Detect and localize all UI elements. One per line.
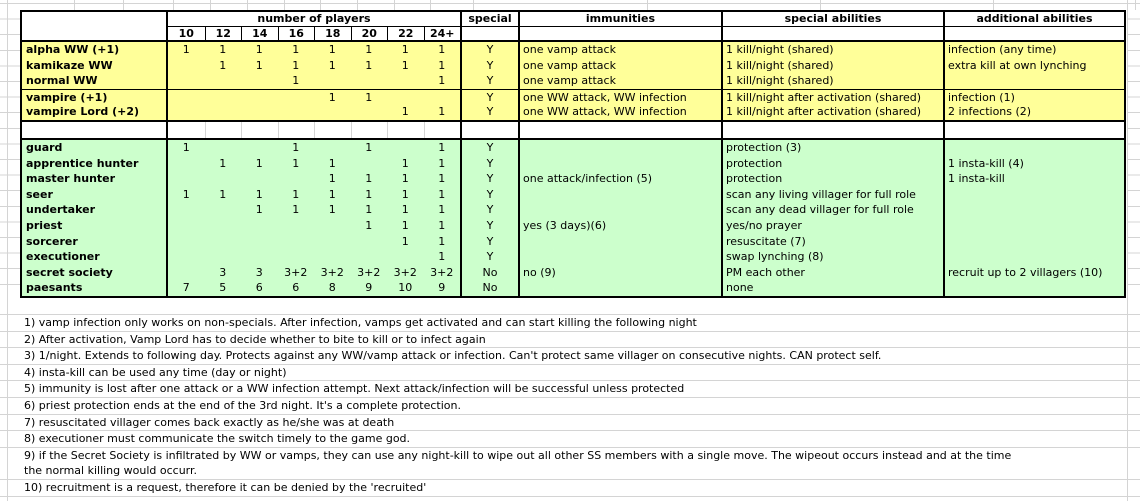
- player-count-cell[interactable]: [205, 202, 242, 218]
- grid-margin-right: [1127, 3, 1140, 299]
- player-count-cell[interactable]: 8: [328, 281, 336, 295]
- villager-block: [20, 138, 1126, 298]
- player-count-cell[interactable]: [387, 249, 424, 265]
- special-cell[interactable]: Y: [460, 140, 518, 156]
- footnote-row[interactable]: [0, 348, 1140, 365]
- player-count-cell[interactable]: 1: [401, 172, 409, 186]
- special-cell[interactable]: Y: [460, 187, 518, 203]
- player-count-cell[interactable]: [278, 104, 315, 120]
- immunities-cell[interactable]: [518, 249, 721, 265]
- grid-line: [210, 0, 211, 10]
- special-cell[interactable]: Y: [460, 42, 518, 58]
- special-abilities-cell[interactable]: scan any living villager for full role: [721, 187, 943, 203]
- grid-line: [173, 0, 174, 10]
- player-count-cell[interactable]: [278, 90, 315, 105]
- player-count-cell[interactable]: 1: [401, 105, 409, 119]
- table-row[interactable]: [22, 234, 1124, 250]
- additional-abilities-cell[interactable]: 2 infections (2): [943, 104, 1124, 120]
- table-row[interactable]: [22, 280, 1124, 296]
- empty-cell: [460, 122, 518, 138]
- player-count-cell[interactable]: [241, 234, 278, 250]
- grid-line: [123, 0, 124, 10]
- player-count-cell[interactable]: [205, 218, 242, 234]
- player-count-cell[interactable]: 1: [328, 58, 336, 72]
- player-count-cell[interactable]: 1: [328, 172, 336, 186]
- role-name-cell[interactable]: priest: [22, 218, 168, 234]
- special-cell[interactable]: Y: [460, 90, 518, 105]
- corner-cell[interactable]: [22, 12, 168, 27]
- player-count-cell[interactable]: 1: [182, 187, 190, 201]
- empty-cell: [168, 122, 205, 138]
- player-count-cell[interactable]: [168, 104, 205, 120]
- player-count-cell[interactable]: [314, 73, 351, 89]
- footnote-text[interactable]: 6) priest protection ends at the end of the 3rd night. It's a complete protection.: [24, 398, 461, 412]
- player-count-cell[interactable]: 1: [365, 172, 373, 186]
- player-count-cell[interactable]: [241, 90, 278, 105]
- role-name-cell[interactable]: vampire Lord (+2): [22, 104, 168, 120]
- immunities-cell[interactable]: yes (3 days)(6): [518, 218, 721, 234]
- player-count-cell[interactable]: [241, 140, 278, 156]
- immunities-cell[interactable]: [518, 156, 721, 172]
- player-count-cell[interactable]: 1: [365, 90, 373, 104]
- player-count-cell[interactable]: 1: [328, 203, 336, 217]
- footnote-text[interactable]: 9) if the Secret Society is infiltrated by WW or vamps, they can use any night-kill to wipe out all other SS members with a single move. The wipeout occurs instead and at the time: [24, 448, 1012, 462]
- player-count-cell[interactable]: 1: [401, 203, 409, 217]
- player-count-cell[interactable]: 1: [365, 43, 373, 56]
- immunities-cell[interactable]: one vamp attack: [518, 42, 721, 58]
- empty-cell: [424, 122, 461, 138]
- player-count-cell[interactable]: 1: [182, 141, 190, 154]
- footnote-row[interactable]: [0, 398, 1140, 415]
- additional-abilities-cell[interactable]: [943, 73, 1124, 89]
- footnote-row[interactable]: [0, 332, 1140, 349]
- immunities-cell[interactable]: one vamp attack: [518, 73, 721, 89]
- player-count-cell[interactable]: [168, 90, 205, 105]
- special-abilities-cell[interactable]: scan any dead villager for full role: [721, 202, 943, 218]
- player-count-cell[interactable]: [314, 234, 351, 250]
- empty-header-cell[interactable]: [943, 27, 1124, 40]
- additional-abilities-cell[interactable]: infection (any time): [943, 42, 1124, 58]
- player-count-cell[interactable]: 1: [292, 43, 300, 56]
- player-count-cell[interactable]: [168, 234, 205, 250]
- special-cell[interactable]: Y: [460, 171, 518, 187]
- player-count-cell[interactable]: 1: [255, 58, 263, 72]
- table-row[interactable]: [22, 265, 1124, 281]
- grid-margin-left: [0, 3, 20, 299]
- player-count-header[interactable]: 24+: [424, 27, 461, 40]
- additional-abilities-cell[interactable]: [943, 140, 1124, 156]
- footnote-text[interactable]: 2) After activation, Vamp Lord has to decide whether to bite to kill or to infect again: [24, 332, 486, 346]
- special-abilities-cell[interactable]: protection (3): [721, 140, 943, 156]
- player-count-header[interactable]: 10: [178, 27, 194, 40]
- footnote-text[interactable]: 8) executioner must communicate the switch timely to the game god.: [24, 432, 411, 446]
- grid-line: [473, 0, 474, 10]
- werewolf-vampire-block: [20, 42, 1126, 122]
- grid-line: [1135, 0, 1136, 10]
- player-count-cell[interactable]: 1: [401, 234, 409, 248]
- player-count-cell[interactable]: [168, 156, 205, 172]
- player-count-cell[interactable]: 1: [438, 141, 446, 154]
- player-count-cell[interactable]: 1: [438, 156, 446, 170]
- player-count-cell[interactable]: [168, 171, 205, 187]
- special-header-cell[interactable]: special: [460, 12, 518, 27]
- player-count-cell[interactable]: [278, 234, 315, 250]
- role-name-cell[interactable]: vampire (+1): [22, 90, 168, 105]
- special-abilities-cell[interactable]: resuscitate (7): [721, 234, 943, 250]
- grid-line: [647, 0, 648, 10]
- footnotes: [0, 315, 1140, 497]
- player-count-cell[interactable]: [241, 171, 278, 187]
- player-count-cell[interactable]: [278, 218, 315, 234]
- special-abilities-cell[interactable]: yes/no prayer: [721, 218, 943, 234]
- player-count-cell[interactable]: [241, 249, 278, 265]
- immunities-cell[interactable]: one WW attack, WW infection: [518, 90, 721, 105]
- special-abilities-cell[interactable]: 1 kill/night after activation (shared): [721, 90, 943, 105]
- footnote-text[interactable]: 4) insta-kill can be used any time (day or night): [24, 365, 287, 379]
- grid-line: [74, 0, 75, 10]
- player-count-cell[interactable]: [168, 265, 205, 281]
- additional-abilities-cell[interactable]: [943, 280, 1124, 296]
- grid-line: [247, 0, 248, 10]
- player-count-cell[interactable]: [205, 90, 242, 105]
- player-count-cell[interactable]: 1: [438, 172, 446, 186]
- role-name-cell[interactable]: undertaker: [22, 202, 168, 218]
- header-row-2: [22, 27, 1124, 40]
- special-cell[interactable]: Y: [460, 58, 518, 74]
- special-abilities-cell[interactable]: protection: [721, 171, 943, 187]
- empty-cell: [205, 122, 242, 138]
- player-count-cell[interactable]: 1: [255, 187, 263, 201]
- player-count-cell[interactable]: [424, 90, 461, 105]
- role-name-cell[interactable]: secret society: [22, 265, 168, 281]
- table-header: [20, 10, 1126, 42]
- player-count-cell[interactable]: [351, 234, 388, 250]
- table-row[interactable]: [22, 249, 1124, 265]
- empty-header-cell[interactable]: [721, 27, 943, 40]
- immunities-cell[interactable]: [518, 140, 721, 156]
- footnote-text[interactable]: 1) vamp infection only works on non-specials. After infection, vamps get activated and can start killing the following night: [24, 316, 697, 329]
- empty-sheet-row: [0, 299, 1140, 315]
- role-name-cell[interactable]: kamikaze WW: [22, 58, 168, 74]
- player-count-cell[interactable]: [314, 249, 351, 265]
- footnote-text[interactable]: 5) immunity is lost after one attack or a WW infection attempt. Next attack/infection will be successful unless protected: [24, 382, 685, 396]
- grid-line: [394, 0, 395, 10]
- player-count-cell[interactable]: 1: [219, 156, 227, 170]
- immunities-cell[interactable]: [518, 234, 721, 250]
- special-abilities-header-cell[interactable]: special abilities: [721, 12, 943, 27]
- player-count-cell[interactable]: 1: [292, 141, 300, 154]
- special-abilities-cell[interactable]: PM each other: [721, 265, 943, 281]
- empty-cell: [314, 122, 351, 138]
- player-count-cell[interactable]: [205, 140, 242, 156]
- player-count-cell[interactable]: [168, 202, 205, 218]
- player-count-cell[interactable]: [314, 140, 351, 156]
- player-count-cell[interactable]: 1: [438, 234, 446, 248]
- corner-cell[interactable]: [22, 27, 168, 40]
- role-name-cell[interactable]: executioner: [22, 249, 168, 265]
- player-count-cell[interactable]: 1: [438, 250, 446, 264]
- player-count-cell[interactable]: 1: [328, 90, 336, 104]
- player-count-cell[interactable]: [278, 171, 315, 187]
- empty-header-cell[interactable]: [518, 27, 721, 40]
- additional-abilities-cell[interactable]: extra kill at own lynching: [943, 58, 1124, 74]
- player-count-cell[interactable]: 1: [365, 218, 373, 232]
- role-name-cell[interactable]: alpha WW (+1): [22, 42, 168, 58]
- empty-cell: [721, 122, 943, 138]
- immunities-cell[interactable]: [518, 187, 721, 203]
- player-count-cell[interactable]: 1: [401, 58, 409, 72]
- empty-cell: [241, 122, 278, 138]
- player-count-cell[interactable]: [241, 104, 278, 120]
- footnote-row[interactable]: [0, 365, 1140, 382]
- table-row[interactable]: [22, 171, 1124, 187]
- empty-header-cell[interactable]: [460, 27, 518, 40]
- special-abilities-cell[interactable]: swap lynching (8): [721, 249, 943, 265]
- footnote-row[interactable]: [0, 480, 1140, 497]
- special-cell[interactable]: Y: [460, 234, 518, 250]
- player-count-cell[interactable]: 1: [182, 43, 190, 56]
- table-row[interactable]: [22, 156, 1124, 172]
- additional-abilities-cell[interactable]: infection (1): [943, 90, 1124, 105]
- table-row[interactable]: [22, 202, 1124, 218]
- special-abilities-cell[interactable]: 1 kill/night (shared): [721, 73, 943, 89]
- player-count-cell[interactable]: [314, 218, 351, 234]
- player-count-cell[interactable]: 1: [401, 43, 409, 56]
- player-count-header[interactable]: 14: [241, 27, 278, 40]
- player-count-cell[interactable]: 1: [401, 187, 409, 201]
- player-count-header[interactable]: 20: [351, 27, 388, 40]
- player-count-cell[interactable]: 1: [255, 203, 263, 217]
- role-name-cell[interactable]: apprentice hunter: [22, 156, 168, 172]
- player-count-cell[interactable]: 1: [292, 156, 300, 170]
- player-count-cell[interactable]: 1: [365, 58, 373, 72]
- header-row-1: [22, 12, 1124, 27]
- player-count-cell[interactable]: [387, 73, 424, 89]
- additional-abilities-cell[interactable]: [943, 202, 1124, 218]
- empty-sheet-row: [20, 122, 1126, 138]
- special-abilities-cell[interactable]: 1 kill/night after activation (shared): [721, 104, 943, 120]
- immunities-cell[interactable]: one attack/infection (5): [518, 171, 721, 187]
- footnote-text[interactable]: the normal killing would occurr.: [24, 464, 198, 478]
- player-count-header[interactable]: 22: [387, 27, 424, 40]
- player-count-cell[interactable]: [351, 156, 388, 172]
- player-count-cell[interactable]: [205, 234, 242, 250]
- player-count-cell[interactable]: [168, 58, 205, 74]
- additional-abilities-cell[interactable]: recruit up to 2 villagers (10): [943, 265, 1124, 281]
- footnote-row[interactable]: [0, 415, 1140, 432]
- footnote-text[interactable]: 7) resuscitated villager comes back exactly as he/she was at death: [24, 415, 395, 429]
- table-row[interactable]: [22, 42, 1124, 58]
- player-count-cell[interactable]: 1: [255, 43, 263, 56]
- player-count-cell[interactable]: [387, 90, 424, 105]
- footnote-row[interactable]: [0, 315, 1140, 332]
- table-row[interactable]: [22, 218, 1124, 234]
- table-row[interactable]: [22, 89, 1124, 105]
- players-header-cell[interactable]: number of players: [168, 12, 460, 27]
- player-count-cell[interactable]: [168, 249, 205, 265]
- player-count-cell[interactable]: 1: [365, 141, 373, 154]
- footnote-row[interactable]: [0, 381, 1140, 398]
- special-cell[interactable]: Y: [460, 156, 518, 172]
- player-count-cell[interactable]: 9: [438, 281, 446, 295]
- player-count-cell[interactable]: [351, 249, 388, 265]
- table-row[interactable]: [22, 73, 1124, 89]
- player-count-cell[interactable]: 1: [438, 74, 446, 88]
- player-count-cell[interactable]: 1: [401, 156, 409, 170]
- special-cell[interactable]: Y: [460, 73, 518, 89]
- footnote-row[interactable]: [0, 448, 1140, 480]
- player-count-header[interactable]: 12: [205, 27, 242, 40]
- footnote-row[interactable]: [0, 431, 1140, 448]
- player-count-header[interactable]: 16: [278, 27, 315, 40]
- special-cell[interactable]: No: [460, 265, 518, 281]
- empty-cell: [22, 122, 168, 138]
- player-count-cell[interactable]: [387, 140, 424, 156]
- player-count-cell[interactable]: 1: [292, 187, 300, 201]
- role-name-cell[interactable]: paesants: [22, 280, 168, 296]
- player-count-cell[interactable]: 1: [438, 187, 446, 201]
- additional-abilities-cell[interactable]: 1 insta-kill: [943, 171, 1124, 187]
- immunities-cell[interactable]: [518, 280, 721, 296]
- grid-line: [357, 0, 358, 10]
- player-count-cell[interactable]: 1: [292, 203, 300, 217]
- immunities-cell[interactable]: one vamp attack: [518, 58, 721, 74]
- special-cell[interactable]: No: [460, 280, 518, 296]
- empty-cell: [387, 122, 424, 138]
- empty-cell: [518, 122, 721, 138]
- additional-abilities-header-cell[interactable]: additional abilities: [943, 12, 1124, 27]
- player-count-cell[interactable]: 1: [438, 43, 446, 56]
- grid-line: [0, 3, 1140, 4]
- table-row[interactable]: [22, 58, 1124, 74]
- player-count-cell[interactable]: 1: [438, 203, 446, 217]
- table-row[interactable]: [22, 187, 1124, 203]
- grid-line: [430, 0, 431, 10]
- player-count-cell[interactable]: [351, 104, 388, 120]
- player-count-cell[interactable]: 3+2: [393, 265, 417, 279]
- player-count-cell[interactable]: 3+2: [357, 265, 381, 279]
- special-abilities-cell[interactable]: protection: [721, 156, 943, 172]
- immunities-cell[interactable]: one WW attack, WW infection: [518, 104, 721, 120]
- player-count-cell[interactable]: 6: [292, 281, 300, 295]
- immunities-cell[interactable]: [518, 202, 721, 218]
- player-count-cell[interactable]: 5: [219, 281, 227, 295]
- player-count-cell[interactable]: 1: [365, 203, 373, 217]
- empty-cell: [943, 122, 1124, 138]
- player-count-cell[interactable]: 3+2: [430, 265, 454, 279]
- grid-line: [820, 0, 821, 10]
- player-count-cell[interactable]: 3+2: [320, 265, 344, 279]
- player-count-cell[interactable]: [278, 249, 315, 265]
- player-count-cell[interactable]: 1: [328, 43, 336, 56]
- player-count-cell[interactable]: [314, 104, 351, 120]
- player-count-header[interactable]: 18: [314, 27, 351, 40]
- footnote-text[interactable]: 10) recruitment is a request, therefore it can be denied by the 'recruited': [24, 480, 427, 494]
- additional-abilities-cell[interactable]: 1 insta-kill (4): [943, 156, 1124, 172]
- special-abilities-cell[interactable]: none: [721, 280, 943, 296]
- table-row[interactable]: [22, 104, 1124, 120]
- roles-table: [20, 10, 1126, 298]
- player-count-cell[interactable]: [205, 104, 242, 120]
- player-count-cell[interactable]: 1: [365, 187, 373, 201]
- additional-abilities-cell[interactable]: [943, 234, 1124, 250]
- player-count-cell[interactable]: 1: [438, 58, 446, 72]
- player-count-cell[interactable]: 1: [438, 105, 446, 119]
- player-count-cell[interactable]: 9: [365, 281, 373, 295]
- player-count-headers: [168, 27, 460, 40]
- player-count-cell[interactable]: 1: [401, 218, 409, 232]
- player-count-cell[interactable]: [205, 171, 242, 187]
- player-count-cell[interactable]: 3+2: [284, 265, 308, 279]
- player-count-cell[interactable]: 1: [292, 74, 300, 88]
- player-count-cell[interactable]: [241, 218, 278, 234]
- footnote-text[interactable]: 3) 1/night. Extends to following day. Protects against any WW/vamp attack or infection. Can't protect same villager on consecutive nights. CAN protect self.: [24, 349, 882, 363]
- empty-cell: [278, 122, 315, 138]
- special-cell[interactable]: Y: [460, 218, 518, 234]
- player-count-cell[interactable]: [168, 218, 205, 234]
- player-count-cell[interactable]: [241, 73, 278, 89]
- player-count-cell[interactable]: 1: [255, 156, 263, 170]
- additional-abilities-cell[interactable]: [943, 187, 1124, 203]
- additional-abilities-cell[interactable]: [943, 218, 1124, 234]
- player-count-cell[interactable]: 1: [438, 218, 446, 232]
- player-count-cell[interactable]: 1: [219, 187, 227, 201]
- table-row[interactable]: [22, 140, 1124, 156]
- role-name-cell[interactable]: guard: [22, 140, 168, 156]
- player-count-cell[interactable]: 1: [292, 58, 300, 72]
- grid-line: [993, 0, 994, 10]
- role-name-cell[interactable]: seer: [22, 187, 168, 203]
- player-count-cell[interactable]: 6: [255, 281, 263, 295]
- player-count-cell[interactable]: 3: [255, 265, 263, 279]
- immunities-header-cell[interactable]: immunities: [518, 12, 721, 27]
- player-count-cell[interactable]: 1: [219, 43, 227, 56]
- player-count-cell[interactable]: 10: [398, 281, 413, 295]
- empty-cell: [351, 122, 388, 138]
- special-abilities-cell[interactable]: 1 kill/night (shared): [721, 58, 943, 74]
- role-name-cell[interactable]: sorcerer: [22, 234, 168, 250]
- player-count-cell[interactable]: 1: [219, 58, 227, 72]
- player-count-cell[interactable]: [205, 73, 242, 89]
- grid-line: [320, 0, 321, 10]
- player-count-cell[interactable]: 1: [328, 187, 336, 201]
- player-count-cell[interactable]: 1: [328, 156, 336, 170]
- special-cell[interactable]: Y: [460, 249, 518, 265]
- grid-line: [284, 0, 285, 10]
- immunities-cell[interactable]: no (9): [518, 265, 721, 281]
- special-cell[interactable]: Y: [460, 202, 518, 218]
- special-abilities-cell[interactable]: 1 kill/night (shared): [721, 42, 943, 58]
- player-count-cell[interactable]: [205, 249, 242, 265]
- role-name-cell[interactable]: master hunter: [22, 171, 168, 187]
- player-count-cell[interactable]: [351, 73, 388, 89]
- player-count-cell[interactable]: 3: [219, 265, 227, 279]
- additional-abilities-cell[interactable]: [943, 249, 1124, 265]
- special-cell[interactable]: Y: [460, 104, 518, 120]
- player-count-cell[interactable]: 7: [182, 281, 190, 295]
- role-name-cell[interactable]: normal WW: [22, 73, 168, 89]
- player-count-cell[interactable]: [168, 73, 205, 89]
